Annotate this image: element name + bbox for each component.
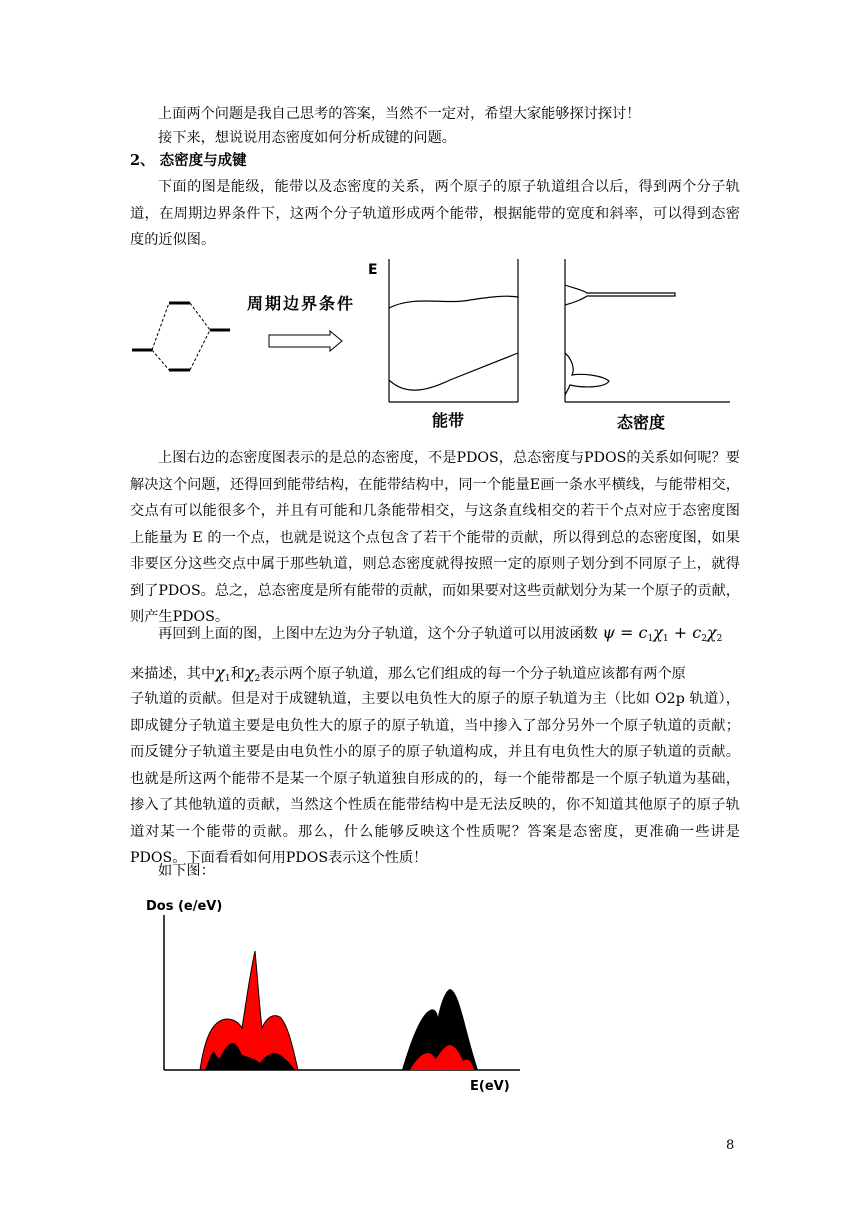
energy-level-diagram	[132, 303, 230, 370]
equals-sign: =	[619, 623, 634, 642]
chi-symbol-1: χ	[653, 623, 663, 642]
energy-x-axis-label: E(eV)	[470, 1079, 510, 1094]
wavefunction-line	[130, 620, 740, 652]
subscript-2: 2	[701, 634, 707, 644]
paragraph-7: 子轨道的贡献。但是对于成键轨道，主要以电负性大的原子的原子轨道为主（比如 O2p 轨道），即成键分子轨道主要是电负性大的原子的原子轨道，当中掺入了部分另外一个原子轨道的贡献；而反键分子轨道主要是由电负性小的原子的原子轨道构成，并且有电负性大的原子轨道的贡献。也就是所这两个能带不是某一个原子轨道独自形成的的，每一个能带都是一个原子轨道为基础，掺入了其他轨道的贡献，当然这个性质在能带结构中是无法反映的，你不知道其他原子的原子轨道对某一个能带的贡献。那么，什么能够反映这个性质呢？答案是态密度，更准确一些讲是PDOS。下面看看如何用PDOS表示这个性质！	[130, 691, 740, 866]
periodic-boundary-label: 周期边界条件	[247, 294, 356, 313]
coefficient-c2: c	[692, 623, 702, 642]
paragraph-4: 上图右边的态密度图表示的是总的态密度，不是PDOS，总态密度与PDOS的关系如何呢？要解决这个问题，还得回到能带结构，在能带结构中，同一个能量E画一条水平横线，与能带相交，交点有可以能很多个，并且有可能和几条能带相交，与这条直线相交的若干个点对应于态密度图上能量为 E 的一个点，也就是说这个点包含了若干个能带的贡献，所以得到总的态密度图，如果非要区分这些交点中属于那些轨道，则总态密度就得按照一定的原则子划分到不同原子上，就得到了PDOS。总之，总态密度是所有能带的贡献，而如果要对这些贡献划分为某一个原子的贡献，则产生PDOS。	[130, 450, 740, 625]
section-heading: 2、 态密度与成键	[130, 152, 247, 169]
dos-caption: 态密度	[617, 413, 666, 432]
dos-panel	[565, 259, 730, 402]
wavefunction-equation	[602, 623, 722, 642]
bonding-band-pdos	[200, 951, 298, 1070]
pdos-figure	[130, 893, 530, 1098]
subscript-1: 1	[647, 634, 654, 644]
chi-symbol-2: χ	[706, 623, 717, 642]
paragraph-5: 再回到上面的图，上图中左边为分子轨道，这个分子轨道可以用波函数	[158, 626, 598, 642]
chi-letter: χ	[215, 663, 225, 682]
energy-band-dos-figure	[125, 255, 740, 435]
subscript-2: 2	[716, 634, 723, 644]
paragraph-8: 如下图：	[158, 863, 215, 879]
subscript-2: 2	[254, 674, 261, 684]
page-number: 8	[726, 1138, 735, 1153]
band-caption: 能带	[432, 411, 465, 430]
subscript-1: 1	[224, 674, 231, 684]
coefficient-c1: c	[638, 623, 648, 642]
antibonding-band-pdos	[402, 989, 478, 1070]
chi2-symbol	[245, 663, 260, 682]
band-structure-panel	[389, 259, 518, 402]
chi1-symbol	[215, 663, 230, 682]
subscript-1: 1	[662, 634, 669, 644]
right-arrow-icon	[269, 331, 342, 351]
paragraph-6-end: 表示两个原子轨道，那么它们组成的每一个分子轨道应该都有两个原	[260, 666, 686, 682]
paragraph-3: 下面的图是能级，能带以及态密度的关系，两个原子的原子轨道组合以后，得到两个分子轨道，在周期边界条件下，这两个分子轨道形成两个能带，根据能带的宽度和斜率，可以得到态密度的近似图。	[130, 179, 740, 248]
paragraph-1: 上面两个问题是我自己思考的答案，当然不一定对，希望大家能够探讨探讨！	[158, 106, 641, 122]
energy-axis-label: E	[368, 262, 378, 278]
psi-symbol: ψ	[602, 623, 615, 642]
paragraph-6-and: 和	[230, 666, 245, 682]
chi-letter: χ	[244, 663, 255, 682]
dos-y-axis-label: Dos (e/eV)	[146, 899, 223, 914]
paragraph-2: 接下来，想说说用态密度如何分析成键的问题。	[158, 130, 456, 146]
paragraph-6-start: 来描述，其中	[130, 666, 216, 682]
plus-sign: +	[673, 623, 688, 642]
